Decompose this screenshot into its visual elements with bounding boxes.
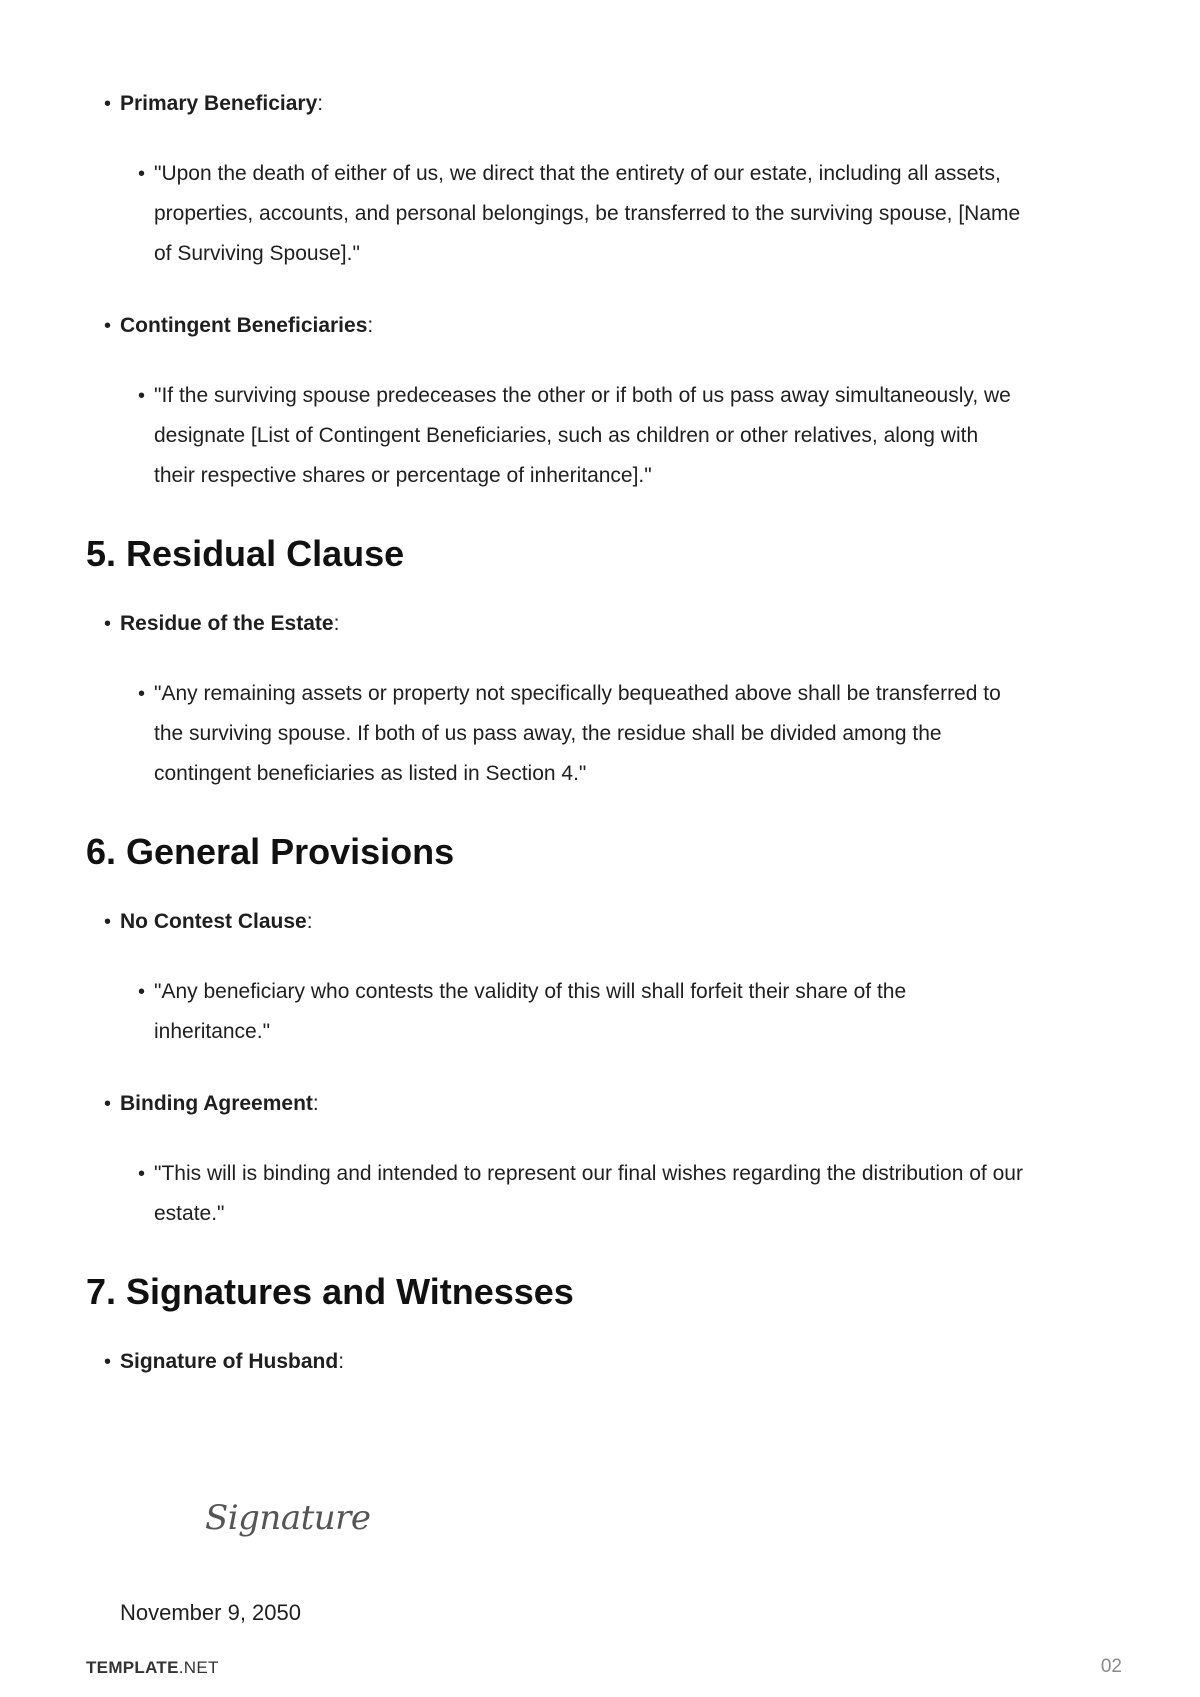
section-heading-general-provisions: 6. General Provisions: [86, 831, 455, 872]
term-primary-beneficiary: Primary Beneficiary: [120, 92, 318, 115]
term-suffix: :: [312, 1092, 319, 1115]
term-signature-of-husband: Signature of Husband: [120, 1350, 339, 1373]
list-item-primary-beneficiary: [104, 84, 1046, 124]
page-number: 02: [1100, 1656, 1122, 1677]
section-heading-residual-clause: 5. Residual Clause: [86, 533, 405, 574]
brand-rest: .NET: [178, 1658, 219, 1677]
term-suffix: :: [333, 612, 340, 635]
list-item-residue-of-estate: [104, 604, 1046, 644]
list-item-contingent-beneficiaries: [104, 306, 1046, 346]
term-suffix: :: [367, 314, 374, 337]
term-residue-of-estate: Residue of the Estate: [120, 612, 334, 635]
husband-signature: Signature: [205, 1498, 371, 1538]
contingent-beneficiaries-text: • "If the surviving spouse predeceases the other or if both of us pass away simultaneously, we designate [List of Contingent Beneficiaries, such as children or other relatives, along with their respective shares or percentage of inheritance].": [138, 376, 1024, 496]
brand-bold: TEMPLATE: [86, 1658, 179, 1677]
binding-agreement-text: • "This will is binding and intended to represent our final wishes regarding the distribution of our estate.": [138, 1154, 1024, 1234]
term-contingent-beneficiaries: Contingent Beneficiaries: [120, 314, 368, 337]
document-body: [86, 84, 1046, 1382]
residue-of-estate-text: • "Any remaining assets or property not specifically bequeathed above shall be transferred to the surviving spouse. If both of us pass away, the residue shall be divided among the contingent beneficiaries as listed in Section 4.": [138, 674, 1024, 794]
term-suffix: :: [338, 1350, 345, 1373]
signature-date: November 9, 2050: [120, 1600, 301, 1625]
no-contest-clause-text: • "Any beneficiary who contests the validity of this will shall forfeit their share of the inheritance.": [138, 972, 1024, 1052]
list-item-no-contest-clause: [104, 902, 1046, 942]
term-suffix: :: [306, 910, 313, 933]
list-item-signature-of-husband: [104, 1342, 1046, 1382]
section-heading-signatures-and-witnesses: 7. Signatures and Witnesses: [86, 1271, 574, 1312]
term-binding-agreement: Binding Agreement: [120, 1092, 313, 1115]
list-item-binding-agreement: [104, 1084, 1046, 1124]
term-no-contest-clause: No Contest Clause: [120, 910, 307, 933]
primary-beneficiary-text: • "Upon the death of either of us, we direct that the entirety of our estate, including all assets, properties, accounts, and personal belongings, be transferred to the surviving spouse, [Name of Surviving Spouse].": [138, 154, 1024, 274]
term-suffix: :: [317, 92, 324, 115]
footer-brand-logo: [86, 1658, 219, 1678]
